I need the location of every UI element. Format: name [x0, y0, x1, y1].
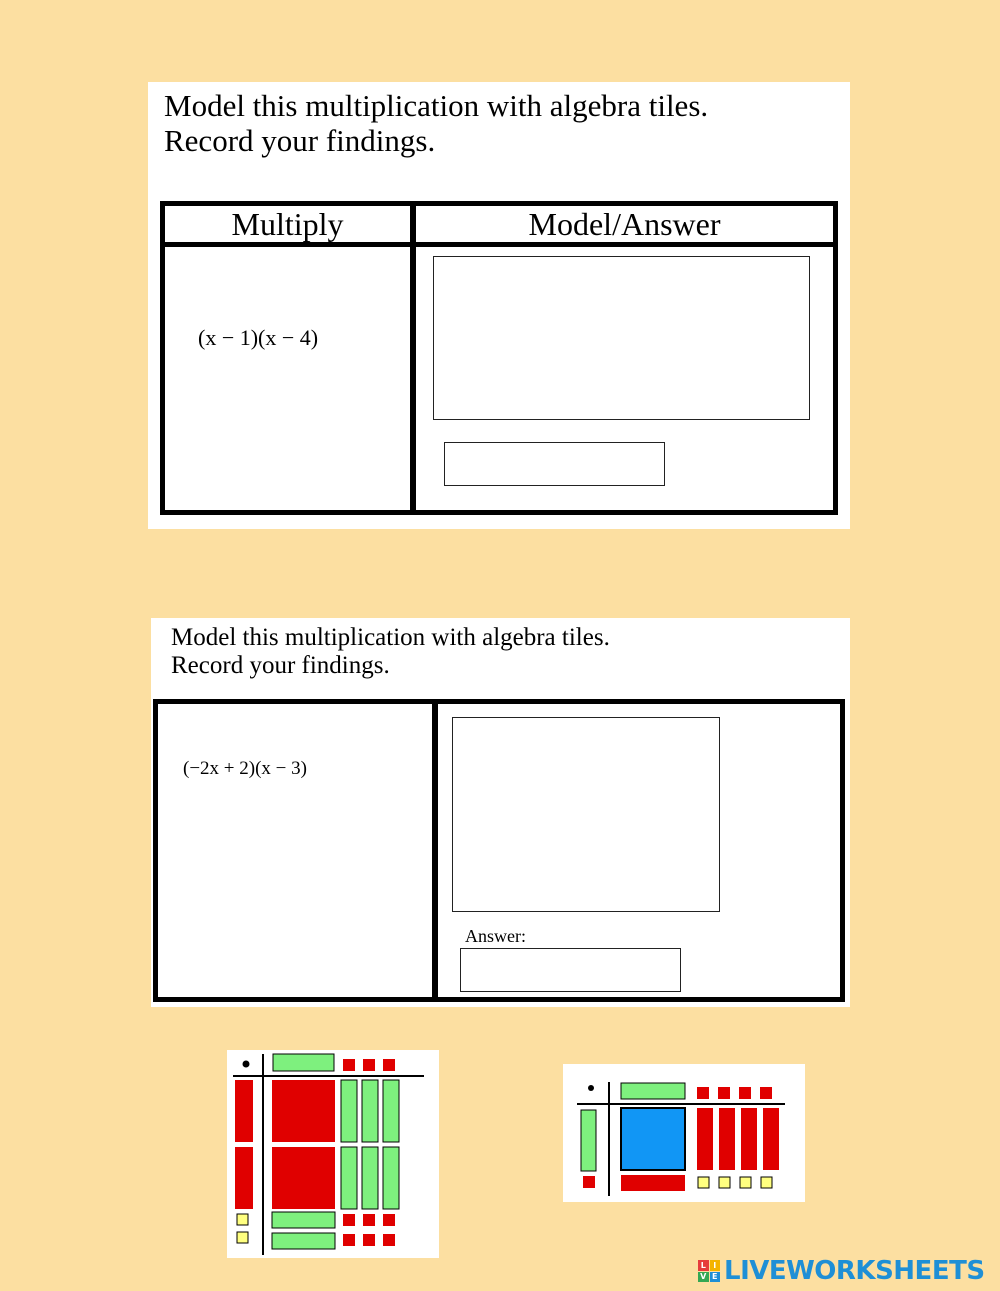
tile-model-a-graphic — [227, 1050, 439, 1258]
problem-1-column-divider — [410, 201, 416, 515]
tile-a-top-unit-3 — [383, 1059, 395, 1071]
problem-2-instructions: Model this multiplication with algebra tiles. Record your findings. — [171, 624, 610, 680]
tile-b-left-x-tile — [581, 1110, 596, 1171]
problem-2-expression: (−2x + 2)(x − 3) — [183, 758, 307, 779]
tile-b-top-x-tile — [621, 1083, 685, 1099]
logo-mark-l: L — [698, 1260, 709, 1271]
problem-1-instructions: Model this multiplication with algebra tiles. Record your findings. — [164, 88, 709, 159]
problem-1-answer-input[interactable] — [444, 442, 665, 486]
tile-a-x2-tile-1 — [272, 1080, 335, 1142]
liveworksheets-logo — [698, 1256, 985, 1286]
problem-2-column-divider — [432, 699, 438, 1002]
logo-mark-i: I — [710, 1260, 721, 1271]
liveworksheets-logo-text: LIVEWORKSHEETS — [724, 1256, 985, 1286]
tile-b-top-unit-4 — [760, 1087, 772, 1099]
tile-a-x-tile-2 — [362, 1080, 378, 1142]
tile-a-top-x-tile — [273, 1054, 334, 1071]
tile-a-unit-2 — [363, 1214, 375, 1226]
tile-b-x-tile-5 — [621, 1175, 685, 1191]
logo-mark-e: E — [710, 1272, 721, 1283]
tile-a-x2-tile-2 — [272, 1147, 335, 1209]
tile-a-top-unit-2 — [363, 1059, 375, 1071]
tile-b-top-unit-1 — [697, 1087, 709, 1099]
tile-b-top-unit-2 — [718, 1087, 730, 1099]
tile-a-x-tile-5 — [362, 1147, 378, 1209]
liveworksheets-logo-icon — [698, 1260, 720, 1282]
tile-a-x-tile-1 — [341, 1080, 357, 1142]
tile-b-origin-dot — [588, 1085, 594, 1091]
tile-model-b-graphic — [563, 1064, 805, 1202]
tile-a-x-tile-6 — [383, 1147, 399, 1209]
problem-2-card — [151, 618, 850, 1007]
tile-b-x-tile-3 — [741, 1108, 757, 1170]
tile-b-left-unit — [583, 1176, 595, 1188]
tile-b-top-unit-3 — [739, 1087, 751, 1099]
tile-model-a — [227, 1050, 439, 1258]
logo-mark-v: V — [698, 1272, 709, 1283]
tile-b-unit-2 — [719, 1177, 730, 1188]
tile-b-x2-tile — [621, 1108, 685, 1170]
tile-a-left-unit-1 — [237, 1214, 248, 1225]
problem-2-answer-label: Answer: — [465, 926, 526, 946]
tile-a-x-tile-8 — [272, 1233, 335, 1249]
tile-a-left-x-tile-1 — [235, 1080, 253, 1142]
problem-2-model-input[interactable] — [452, 717, 720, 912]
tile-b-unit-3 — [740, 1177, 751, 1188]
tile-a-top-unit-1 — [343, 1059, 355, 1071]
tile-a-x-tile-3 — [383, 1080, 399, 1142]
tile-a-left-x-tile-2 — [235, 1147, 253, 1209]
header-multiply: Multiply — [231, 206, 344, 242]
problem-2-answer-input[interactable] — [460, 948, 681, 992]
tile-b-x-tile-2 — [719, 1108, 735, 1170]
problem-1-model-input[interactable] — [433, 256, 810, 420]
tile-a-unit-4 — [343, 1234, 355, 1246]
tile-b-unit-4 — [761, 1177, 772, 1188]
problem-1-expression: (x − 1)(x − 4) — [198, 325, 319, 350]
header-model-answer: Model/Answer — [528, 206, 721, 242]
tile-a-left-unit-2 — [237, 1232, 248, 1243]
tile-a-x-tile-7 — [272, 1212, 335, 1228]
tile-model-b — [563, 1064, 805, 1202]
tile-a-unit-6 — [383, 1234, 395, 1246]
tile-a-origin-dot — [243, 1061, 250, 1068]
problem-1-card — [148, 82, 850, 529]
tile-a-unit-5 — [363, 1234, 375, 1246]
tile-a-x-tile-4 — [341, 1147, 357, 1209]
tile-b-x-tile-4 — [763, 1108, 779, 1170]
tile-a-unit-1 — [343, 1214, 355, 1226]
tile-b-x-tile-1 — [697, 1108, 713, 1170]
tile-a-unit-3 — [383, 1214, 395, 1226]
tile-b-unit-1 — [698, 1177, 709, 1188]
